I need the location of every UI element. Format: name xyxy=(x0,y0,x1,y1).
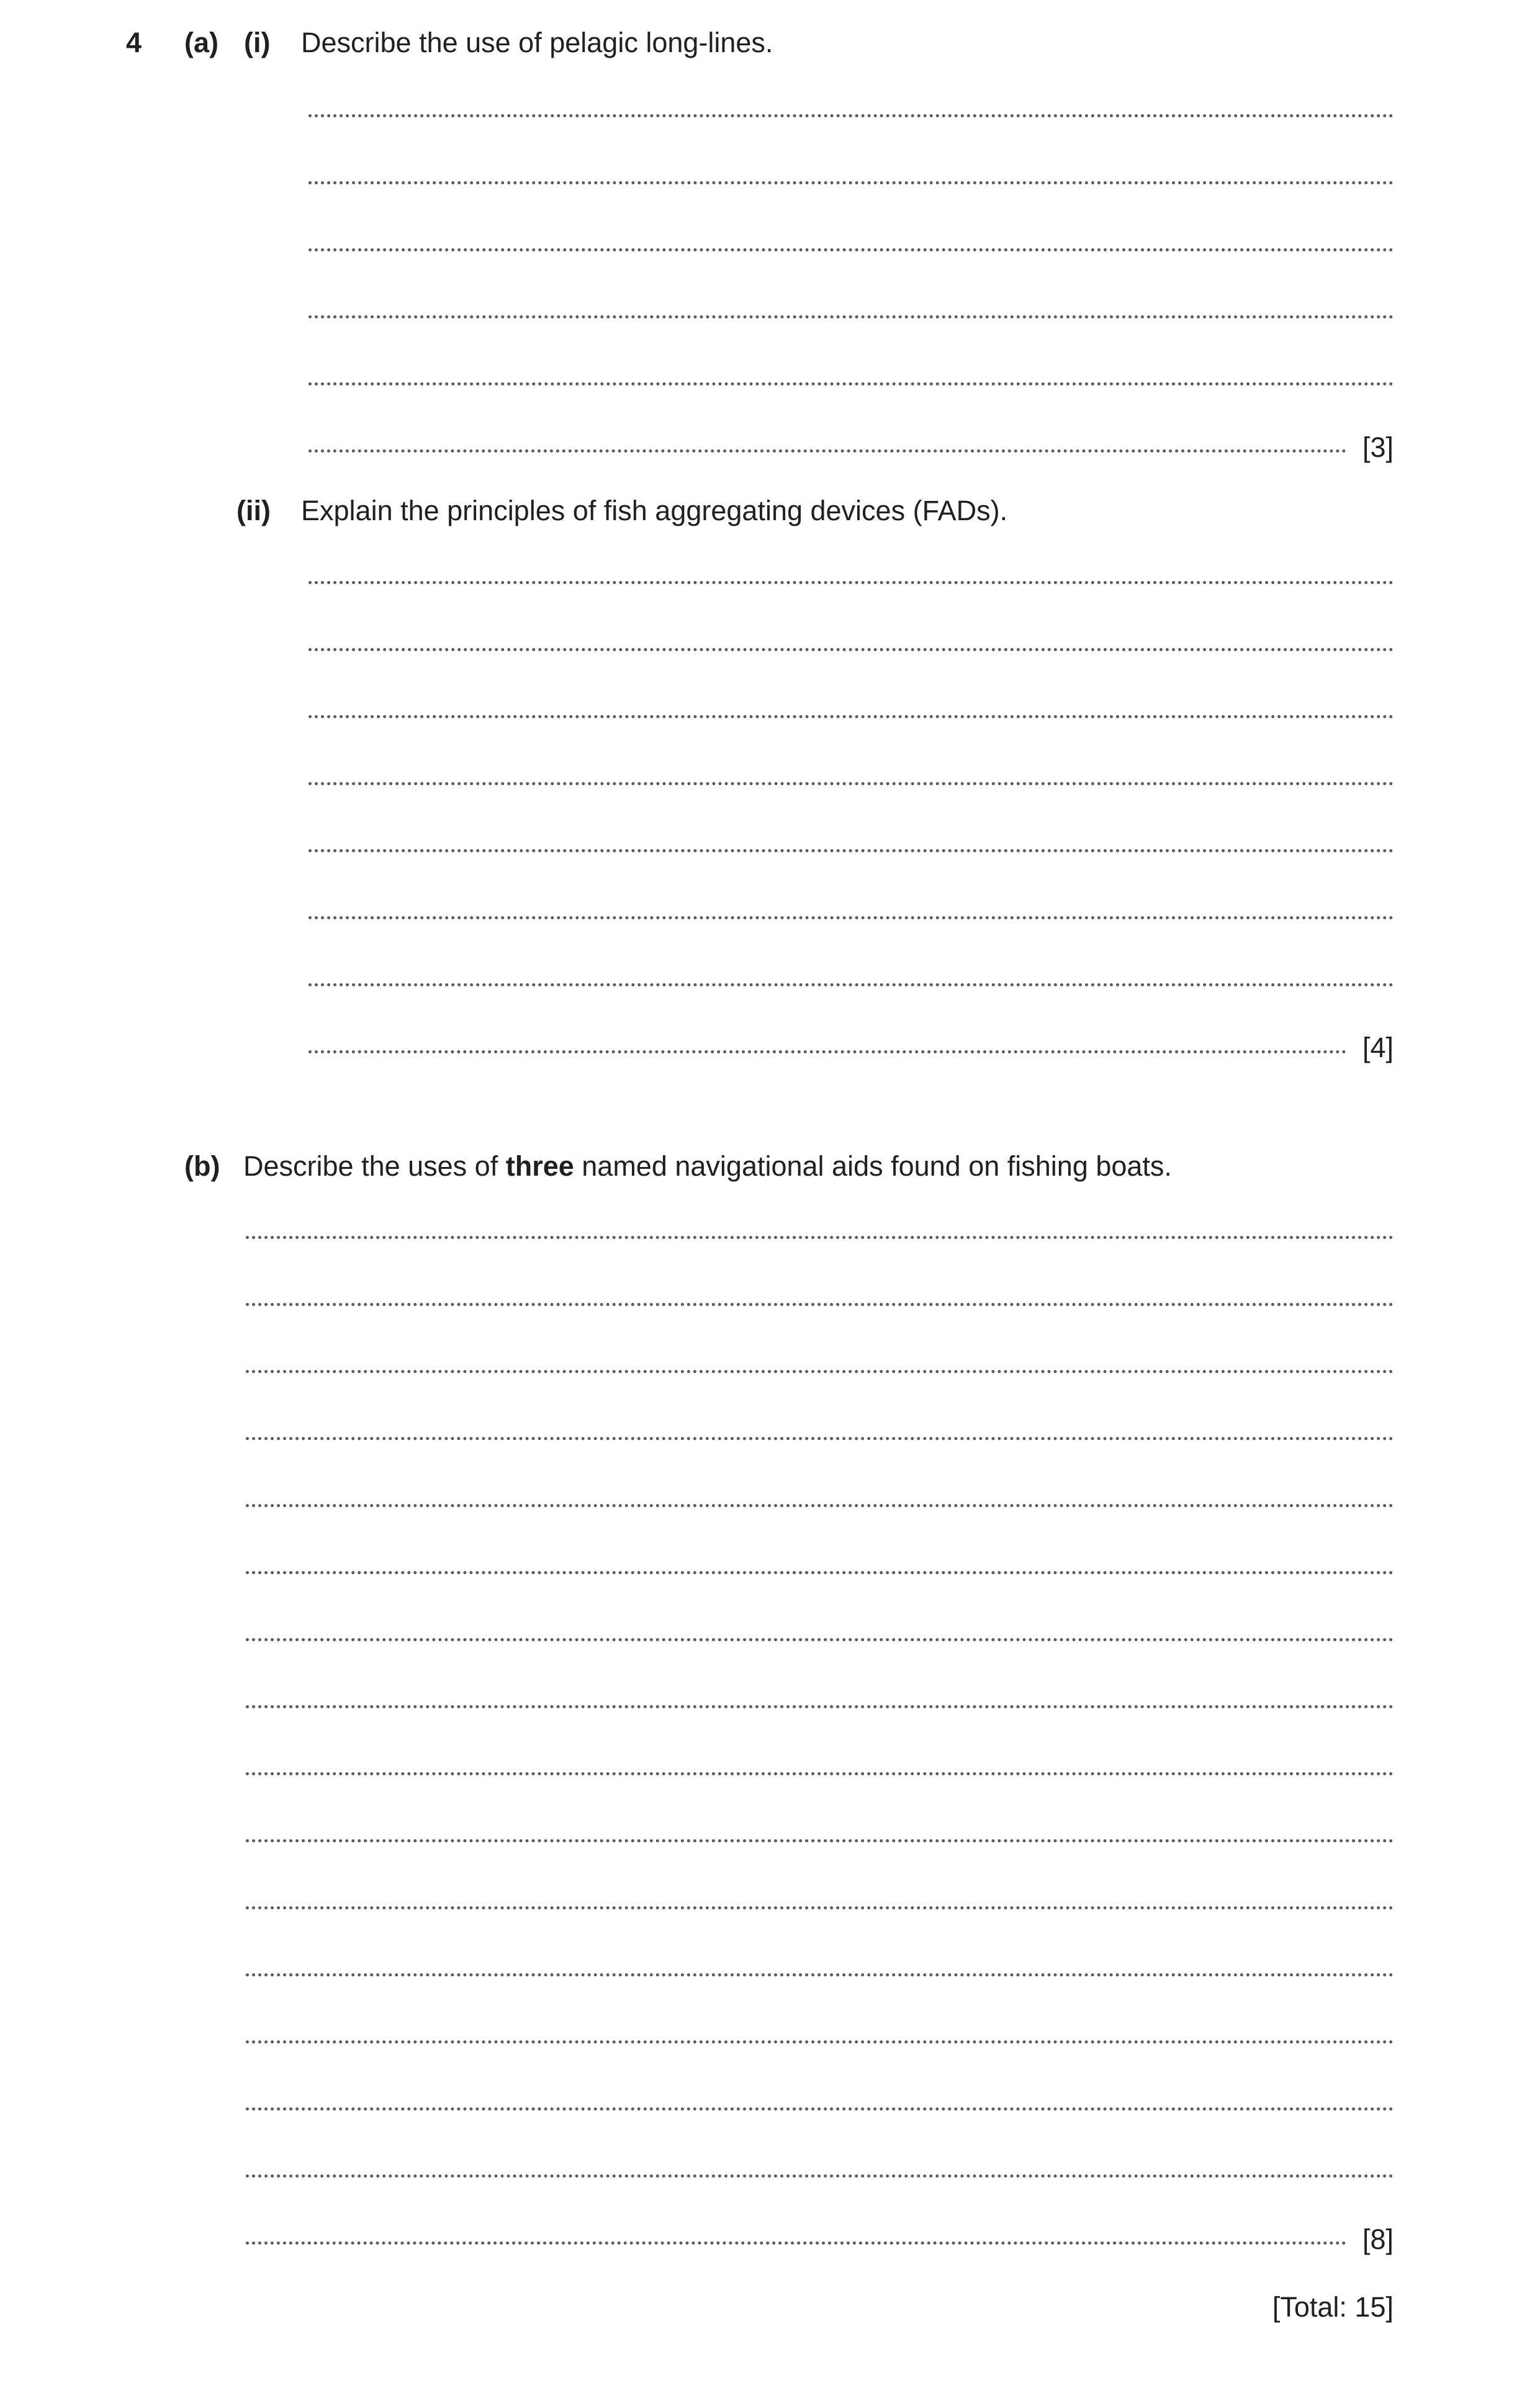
answer-line[interactable] xyxy=(308,382,1394,385)
answer-line[interactable] xyxy=(308,315,1394,318)
answer-line[interactable] xyxy=(308,916,1394,919)
answer-line[interactable] xyxy=(308,782,1394,785)
marks-b: [8] xyxy=(1362,2224,1394,2255)
answer-line[interactable] xyxy=(308,248,1394,251)
answer-line[interactable] xyxy=(308,715,1394,718)
sub-i-prompt: Describe the use of pelagic long-lines. xyxy=(301,27,773,58)
answer-line[interactable] xyxy=(246,1973,1394,1976)
part-b-prompt-end: named navigational aids found on fishing boats. xyxy=(574,1150,1172,1182)
answer-line[interactable] xyxy=(246,1437,1394,1440)
sub-ii-label: (ii) xyxy=(236,495,271,526)
total-marks: [Total: 15] xyxy=(1272,2291,1394,2323)
answer-line[interactable] xyxy=(308,114,1394,117)
answer-line[interactable] xyxy=(246,1638,1394,1641)
answer-line[interactable] xyxy=(308,181,1394,184)
part-b-prompt-emphasis: three xyxy=(505,1150,574,1182)
answer-line[interactable] xyxy=(246,1705,1394,1708)
answer-line[interactable] xyxy=(246,1303,1394,1306)
answer-line[interactable] xyxy=(246,2174,1394,2178)
answer-line[interactable] xyxy=(246,2107,1394,2111)
answer-line[interactable] xyxy=(308,983,1394,986)
answer-line[interactable] xyxy=(246,1571,1394,1574)
marks-a-ii: [4] xyxy=(1362,1032,1394,1063)
answer-line[interactable] xyxy=(308,581,1394,584)
answer-line[interactable] xyxy=(308,449,1346,453)
answer-line[interactable] xyxy=(246,1236,1394,1239)
answer-line[interactable] xyxy=(308,1050,1346,1053)
answer-line[interactable] xyxy=(246,1906,1394,1909)
answer-line[interactable] xyxy=(246,2040,1394,2043)
answer-line[interactable] xyxy=(246,1839,1394,1842)
part-b-prompt xyxy=(243,1152,1172,1180)
part-b-prompt-start: Describe the uses of xyxy=(243,1150,506,1182)
answer-line[interactable] xyxy=(308,648,1394,651)
answer-line[interactable] xyxy=(246,1772,1394,1775)
sub-i-label: (i) xyxy=(244,27,271,58)
question-number: 4 xyxy=(126,27,142,58)
part-b-label: (b) xyxy=(184,1150,220,1182)
part-a-label: (a) xyxy=(184,27,218,58)
answer-line[interactable] xyxy=(246,1370,1394,1373)
answer-line[interactable] xyxy=(308,849,1394,852)
marks-a-i: [3] xyxy=(1362,431,1394,463)
sub-ii-prompt: Explain the principles of fish aggregating devices (FADs). xyxy=(301,495,1008,526)
answer-line[interactable] xyxy=(246,2242,1346,2245)
answer-line[interactable] xyxy=(246,1504,1394,1507)
